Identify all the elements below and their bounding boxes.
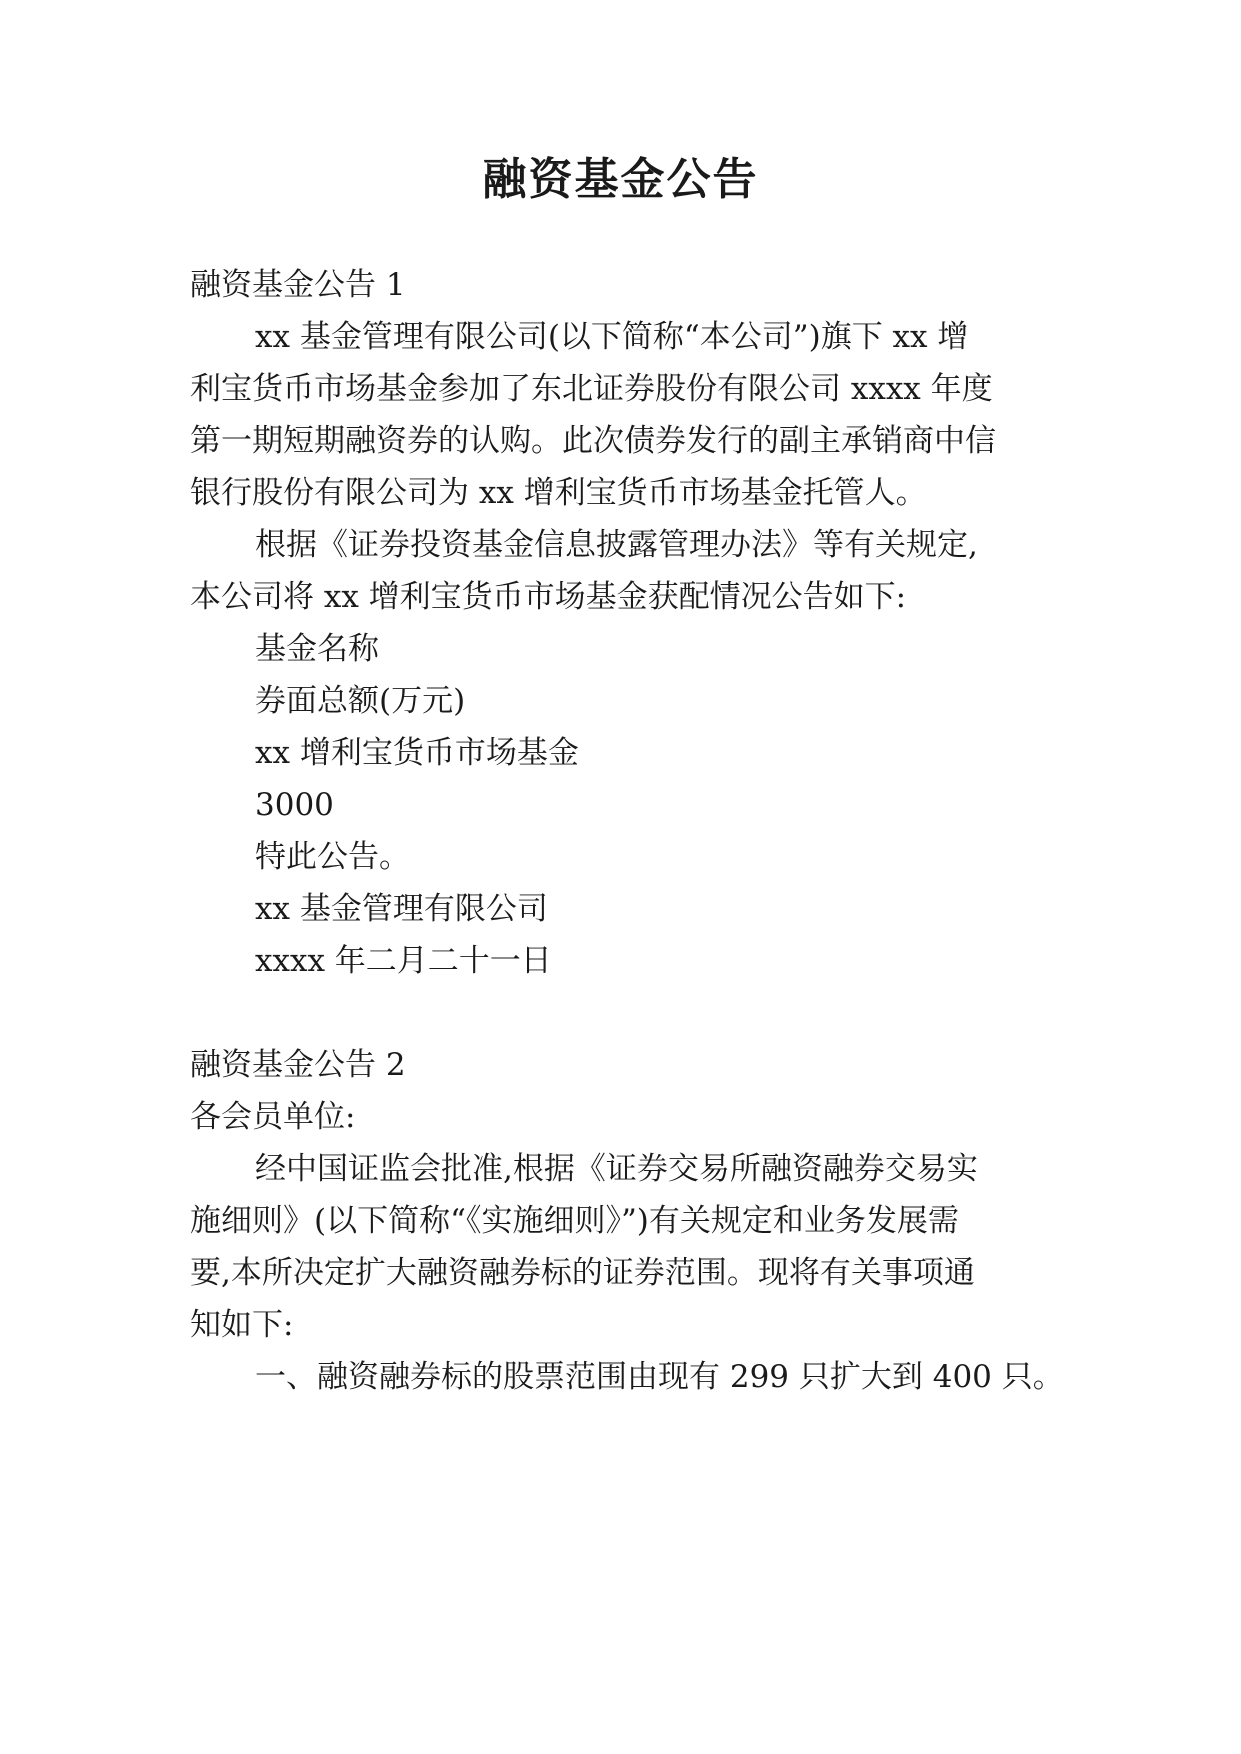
table-header-fund-name: 基金名称 — [255, 631, 379, 667]
page-title: 融资基金公告 — [482, 154, 759, 205]
section2-para1-line2: 施细则》(以下简称“《实施细则》”)有关规定和业务发展需 — [190, 1203, 959, 1239]
section1-para1-line3: 第一期短期融资券的认购。此次债券发行的副主承销商中信 — [190, 423, 996, 459]
section2-para1-line1: 经中国证监会批准,根据《证券交易所融资融券交易实 — [255, 1151, 978, 1187]
table-header-amount: 券面总额(万元) — [255, 683, 466, 719]
section1-heading: 融资基金公告 1 — [190, 267, 406, 303]
section2-para1-line4: 知如下: — [190, 1307, 294, 1343]
section1-para2-line2: 本公司将 xx 增利宝货币市场基金获配情况公告如下: — [190, 579, 907, 615]
closing-text: 特此公告。 — [255, 839, 410, 875]
section2-heading: 融资基金公告 2 — [190, 1047, 406, 1083]
section2-para1-line3: 要,本所决定扩大融资融券标的证券范围。现将有关事项通 — [190, 1255, 975, 1291]
table-cell-fund-name: xx 增利宝货币市场基金 — [255, 735, 579, 771]
section1-para1-line2: 利宝货币市场基金参加了东北证券股份有限公司 xxxx 年度 — [190, 371, 993, 407]
signature-date: xxxx 年二月二十一日 — [255, 943, 552, 979]
section1-para1-line1: xx 基金管理有限公司(以下简称“本公司”)旗下 xx 增 — [255, 319, 969, 355]
table-cell-amount: 3000 — [255, 787, 334, 823]
section1-para1-line4: 银行股份有限公司为 xx 增利宝货币市场基金托管人。 — [190, 475, 927, 511]
section2-salutation: 各会员单位: — [190, 1099, 356, 1135]
section2-item1: 一、融资融券标的股票范围由现有 299 只扩大到 400 只。 — [255, 1359, 1064, 1395]
signature-company: xx 基金管理有限公司 — [255, 891, 548, 927]
section1-para2-line1: 根据《证券投资基金信息披露管理办法》等有关规定, — [255, 527, 978, 563]
